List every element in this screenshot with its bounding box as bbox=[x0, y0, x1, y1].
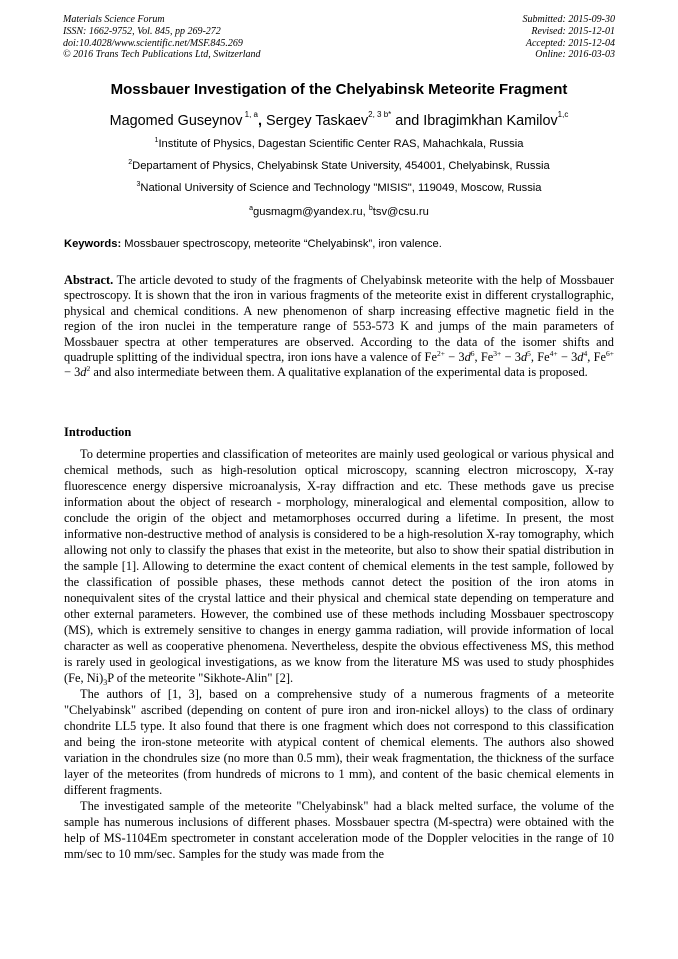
section-heading: Introduction bbox=[64, 425, 132, 439]
publication-dates bbox=[523, 14, 616, 61]
formula-text: − 3 bbox=[444, 350, 465, 365]
formula-text: − 3 bbox=[64, 365, 81, 380]
electron-count: 4 bbox=[583, 349, 588, 359]
orbital-letter: d bbox=[464, 350, 471, 365]
formula-separator: , bbox=[530, 350, 538, 365]
valence: 2+ bbox=[436, 349, 445, 359]
author-affiliation-mark: 1, a bbox=[242, 110, 259, 119]
affiliation-text: National University of Science and Technology "MISIS", 119049, Moscow, Russia bbox=[140, 182, 542, 194]
author-name: Ibragimkhan Kamilov bbox=[423, 113, 558, 129]
submitted-date: Submitted: 2015-09-30 bbox=[522, 14, 615, 25]
affiliation-number: 1 bbox=[154, 137, 159, 144]
keywords bbox=[64, 238, 442, 250]
formula-separator: , bbox=[587, 350, 594, 365]
element-symbol: Fe bbox=[480, 350, 494, 365]
paragraph-text: P of the meteorite "Sikhote-Alin" [2]. bbox=[107, 671, 294, 685]
email-mark: b bbox=[368, 205, 373, 212]
introduction-body bbox=[64, 446, 614, 862]
paragraph: The authors of [1, 3], based on a comprehensive study of a numerous fragments of a meteorite "Chelyabinsk" ascribed (depending on content of pure iron and iron-nickel alloys) to the class of ordinary chondrite LL5 type. It also found that there is one fragment which does not correspond to this classification and being the iron-stone meteorite with atypical content of chemical elements. The authors also showed variation in the chondrules size (no more than 0.5 mm), their weak fragmentation, the thickness of the surface layer of the meteorites (from hundreds of microns to 1 mm), and content of the basic chemical elements in different fragments. bbox=[64, 687, 614, 797]
paragraph-text: To determine properties and classification of meteorites are mainly used geological or various physical and chemical methods, such as high-resolution optical microscopy, scanning electron microscopy, X-ray fluorescence energy dispersive microanalysis, X-ray diffraction and etc. These methods gave us precise information about the object of research - morphology, mineralogical and elemental composition, allow to conclude the origin of the object and metamorphoses occurred during a lifetime. In present, the most informative non-destructive method of analysis is considered to be a high-resolution X-ray tomography, which allowing not only to classify the phases that exist in the meteorite, but also to show their spatial distribution in the sample [1]. Allowing to determine the exact content of chemical elements in the test sample, followed by the classification of possible phases, these methods cannot detect the position of the iron atoms in nonequivalent sites of the crystal lattice and their physical and chemical state depending on temperature and other external parameters. However, the combined use of these methods including Mossbauer spectroscopy (MS), which is extremely sensitive to changes in energy gamma radiation, will provide information of local character as well as cooperative phenomena. Nevertheless, despite the obvious effectiveness MS, this method is rarely used in geological investigations, as we know from the literature MS was used to study phosphides (Fe, Ni) bbox=[64, 447, 614, 685]
revised-date: Revised: 2015-12-01 bbox=[531, 25, 615, 37]
affiliation-number: 3 bbox=[136, 181, 141, 188]
doi-line: doi:10.4028/www.scientific.net/MSF.845.269 bbox=[63, 37, 243, 49]
ion-formula bbox=[481, 350, 531, 364]
valence: 6+ bbox=[605, 349, 614, 359]
affiliation bbox=[0, 160, 678, 172]
online-date: Online: 2016-03-03 bbox=[535, 49, 615, 61]
abstract bbox=[64, 273, 614, 381]
orbital-letter: d bbox=[80, 365, 87, 380]
author-name: Sergey Taskaev bbox=[266, 113, 369, 129]
formula-text: − 3 bbox=[501, 350, 521, 365]
email-mark: a bbox=[249, 205, 254, 212]
abstract-text: and also intermediate between them. A qualitative explanation of the experimental data is proposed. bbox=[90, 365, 588, 380]
orbital-letter: d bbox=[520, 350, 528, 365]
orbital-letter: d bbox=[577, 350, 584, 365]
keywords-text: Mossbauer spectroscopy, meteorite “Chelyabinsk”, iron valence. bbox=[121, 238, 442, 250]
electron-count: 5 bbox=[527, 349, 531, 359]
author-affiliation-mark: 2, 3 b* bbox=[368, 110, 392, 119]
journal-name: Materials Science Forum bbox=[63, 14, 165, 25]
ion-formula bbox=[425, 350, 475, 364]
affiliation-text: Departament of Physics, Chelyabinsk State University, 454001, Chelyabinsk, Russia bbox=[132, 160, 550, 172]
formula-separator: , bbox=[474, 350, 481, 365]
author-name: Magomed Guseynov bbox=[109, 113, 243, 129]
affiliation-number: 2 bbox=[128, 159, 133, 166]
journal-info bbox=[63, 14, 261, 61]
abstract-label: Abstract. bbox=[64, 273, 114, 287]
author-emails bbox=[0, 206, 678, 218]
ion-formula bbox=[537, 350, 587, 364]
author-affiliation-mark: 1,c bbox=[557, 110, 569, 119]
affiliation bbox=[0, 182, 678, 194]
author-separator: and bbox=[391, 113, 424, 129]
author-list bbox=[0, 110, 678, 129]
valence: 3+ bbox=[493, 349, 502, 359]
valence: 4+ bbox=[549, 349, 558, 359]
keywords-label: Keywords: bbox=[64, 238, 122, 250]
accepted-date: Accepted: 2015-12-04 bbox=[525, 37, 615, 49]
affiliation bbox=[0, 138, 678, 150]
subscript: 3 bbox=[103, 678, 108, 687]
element-symbol: Fe bbox=[424, 350, 437, 365]
element-symbol: Fe bbox=[593, 350, 606, 365]
element-symbol: Fe bbox=[537, 350, 550, 365]
issn-line: ISSN: 1662-9752, Vol. 845, pp 269-272 bbox=[63, 25, 221, 37]
paper-title: Mossbauer Investigation of the Chelyabinsk Meteorite Fragment bbox=[110, 81, 568, 98]
email-address: gusmagm@yandex.ru, bbox=[253, 206, 369, 218]
author-separator: , bbox=[258, 113, 267, 129]
affiliation-text: Institute of Physics, Dagestan Scientific Center RAS, Mahachkala, Russia bbox=[158, 138, 524, 150]
copyright-line: © 2016 Trans Tech Publications Ltd, Switzerland bbox=[63, 49, 261, 61]
abstract-text: The article devoted to study of the fragments of Chelyabinsk meteorite with the help of Mossbauer spectroscopy. It is shown that the iron in various fragments of the meteorite exist in different crystallographic, physical and chemical conditions. A new phenomenon of sharp increasing effective magnetic field in the region of the iron nuclei in the temperature range of 553-573 K and jumps of the main parameters of Mossbauer spectra at other temperatures are observed. According to the data of the isomer shifts and quadruple splitting of the individual spectra, iron ions have a valence of bbox=[64, 273, 614, 365]
formula-text: − 3 bbox=[557, 350, 578, 365]
electron-count: 2 bbox=[86, 364, 91, 374]
electron-count: 6 bbox=[470, 349, 475, 359]
paragraph bbox=[64, 446, 614, 686]
email-address: tsv@csu.ru bbox=[372, 206, 429, 218]
paragraph: The investigated sample of the meteorite "Chelyabinsk" had a black melted surface, the volume of the sample has numerous inclusions of different phases. Mossbauer spectra (M-spectra) were obtained with the help of MS-1104Em spectrometer in constant acceleration mode of the Doppler velocities in the range of 10 mm/sec to 10 mm/sec. Samples for the study was made from the bbox=[64, 799, 614, 861]
